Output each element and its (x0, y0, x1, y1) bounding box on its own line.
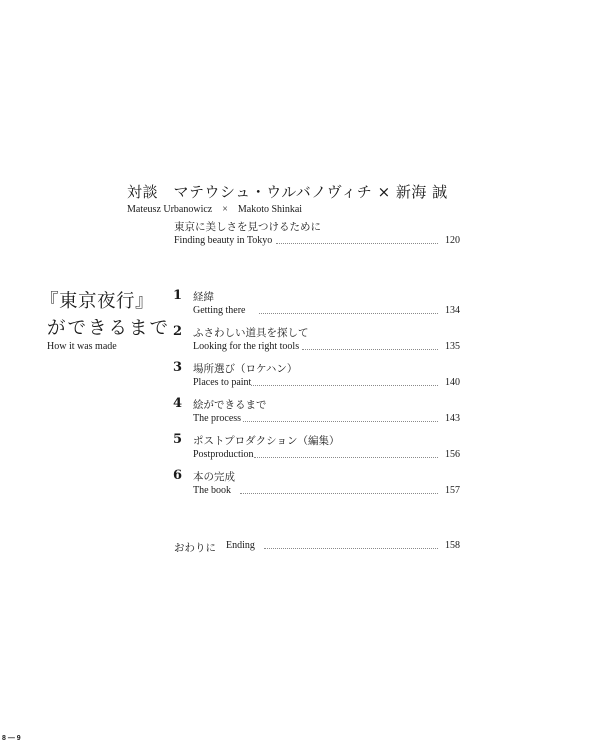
chapter-number: 6 (173, 468, 183, 483)
ending-title: おわりに (174, 542, 216, 554)
chapter-title-en: The process (193, 413, 242, 424)
page-number: 157 (445, 485, 460, 496)
leader-dots (254, 457, 438, 458)
page-number: 134 (445, 305, 460, 316)
folio: 8 — 9 (2, 735, 21, 742)
dialogue-title-en: Mateusz Urbanowicz × Makoto Shinkai (127, 204, 303, 215)
chapter-title: 場所選び（ロケハン） (193, 363, 298, 375)
chapter-title-en: Places to paint (193, 377, 252, 388)
chapter-number: 5 (173, 432, 183, 447)
page-number: 158 (445, 540, 460, 551)
chapter-title: ふさわしい道具を探して (193, 327, 309, 339)
chapter-title-en: The book (193, 485, 232, 496)
leader-dots (302, 349, 438, 350)
section-title-line2: ができるまで (47, 318, 171, 339)
chapter-number: 2 (173, 324, 183, 339)
page-number: 140 (445, 377, 460, 388)
leader-dots (251, 385, 438, 386)
page-number: 156 (445, 449, 460, 460)
section-title-en: How it was made (47, 341, 117, 352)
chapter-title: 本の完成 (193, 471, 235, 483)
chapter-number: 3 (173, 360, 183, 375)
chapter-title: 経緯 (193, 291, 214, 303)
chapter-title-en: Getting there (193, 305, 246, 316)
dialogue-subtitle-en: Finding beauty in Tokyo (174, 235, 273, 246)
leader-dots (240, 493, 438, 494)
chapter-title: ポストプロダクション（編集） (193, 435, 340, 447)
ending-title-en: Ending (226, 540, 255, 551)
chapter-title-en: Looking for the right tools (193, 341, 300, 352)
page-number: 120 (445, 235, 460, 246)
leader-dots (276, 243, 438, 244)
section-title-line1: 『東京夜行』 (40, 291, 155, 312)
dialogue-subtitle: 東京に美しさを見つけるために (174, 221, 321, 233)
leader-dots (243, 421, 438, 422)
chapter-title-en: Postproduction (193, 449, 254, 460)
chapter-number: 4 (173, 396, 183, 411)
chapter-title: 絵ができるまで (193, 399, 267, 411)
dialogue-title: 対談 マテウシュ・ウルバノヴィチ × 新海 誠 (127, 183, 448, 201)
chapter-number: 1 (173, 288, 183, 303)
leader-dots (264, 548, 438, 549)
page-number: 135 (445, 341, 460, 352)
leader-dots (259, 313, 438, 314)
page-number: 143 (445, 413, 460, 424)
